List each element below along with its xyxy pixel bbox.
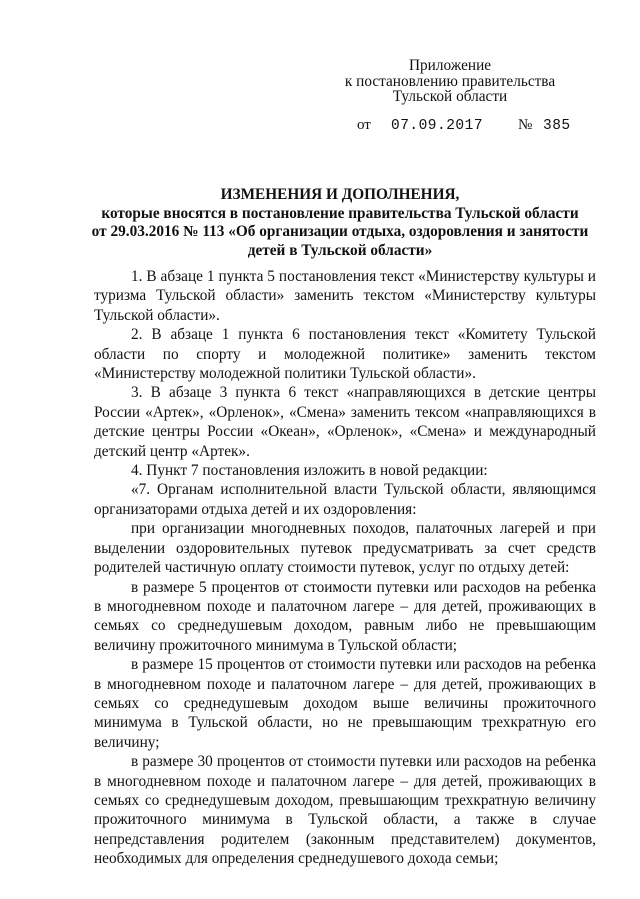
- document-body: [94, 267, 596, 869]
- from-label: от: [357, 117, 371, 133]
- paragraph-item-1: 1. В абзаце 1 пункта 5 постановления текст «Министерству культуры и туризма Тульской области» заменить текстом «Министерству культуры Тульской области».: [94, 268, 596, 324]
- paragraph-item-3: 3. В абзаце 3 пункта 6 текст «направляющихся в детские центры России «Артек», «Орленок», «Смена» заменить тексом «направляющихся в детские центры России «Океан», «Орленок», «Смена» и международный детский центр «Артек».: [94, 384, 596, 460]
- paragraph-rate-30: в размере 30 процентов от стоимости путевки или расходов на ребенка в многодневном походе и палаточном лагере – для детей, проживающих в семьях со среднедушевым доходом, превышающим трехкратную величину прожиточного минимума в Тульской области, а также в случае непредставления родителем (законным представителем) документов, необходимых для определения среднедушевого дохода семьи;: [94, 753, 596, 868]
- title-line: от 29.03.2016 № 113 «Об организации отдыха, оздоровления и занятости: [91, 223, 589, 240]
- resolution-reference: [0, 117, 640, 135]
- document-title: [70, 186, 610, 260]
- paragraph-point-7: «7. Органам исполнительной власти Тульской области, являющимся организаторами отдыха детей и их оздоровления:: [94, 481, 596, 518]
- resolution-date: 07.09.2017: [391, 118, 484, 134]
- title-line: ИЗМЕНЕНИЯ И ДОПОЛНЕНИЯ,: [220, 186, 460, 203]
- appendix-line: Приложение: [408, 57, 492, 74]
- paragraph-payment-intro: при организации многодневных походов, палаточных лагерей и при выделении оздоровительных путевок предусматривать за счет средств родителей частичную оплату стоимости путевок, услуг по отдыху детей:: [94, 520, 596, 577]
- appendix-line: Тульской области: [392, 88, 508, 105]
- paragraph-rate-5: в размере 5 процентов от стоимости путевки или расходов на ребенка в многодневном походе и палаточном лагере – для детей, проживающих в семьях со среднедушевым доходом, равным либо не превышающим величину прожиточного минимума в Тульской области;: [94, 578, 596, 654]
- title-line: которые вносятся в постановление правительства Тульской области: [101, 204, 579, 222]
- paragraph-rate-15: в размере 15 процентов от стоимости путевки или расходов на ребенка в многодневном походе и палаточном лагере – для детей, проживающих в семьях со среднедушевым доходом выше величины прожиточного минимума в Тульской области, но не превышающим трехкратную его величину;: [94, 656, 596, 751]
- resolution-number: 385: [543, 118, 571, 134]
- number-label: №: [518, 117, 533, 133]
- appendix-line: к постановлению правительства: [344, 72, 556, 90]
- paragraph-item-4: 4. Пункт 7 постановления изложить в новой редакции:: [131, 462, 488, 480]
- paragraph-item-2: 2. В абзаце 1 пункта 6 постановления текст «Комитету Тульской области по спорту и молодежной политике» заменить текстом «Министерству молодежной политики Тульской области».: [94, 326, 596, 383]
- title-line: детей в Тульской области»: [247, 241, 433, 259]
- appendix-block: [340, 58, 560, 105]
